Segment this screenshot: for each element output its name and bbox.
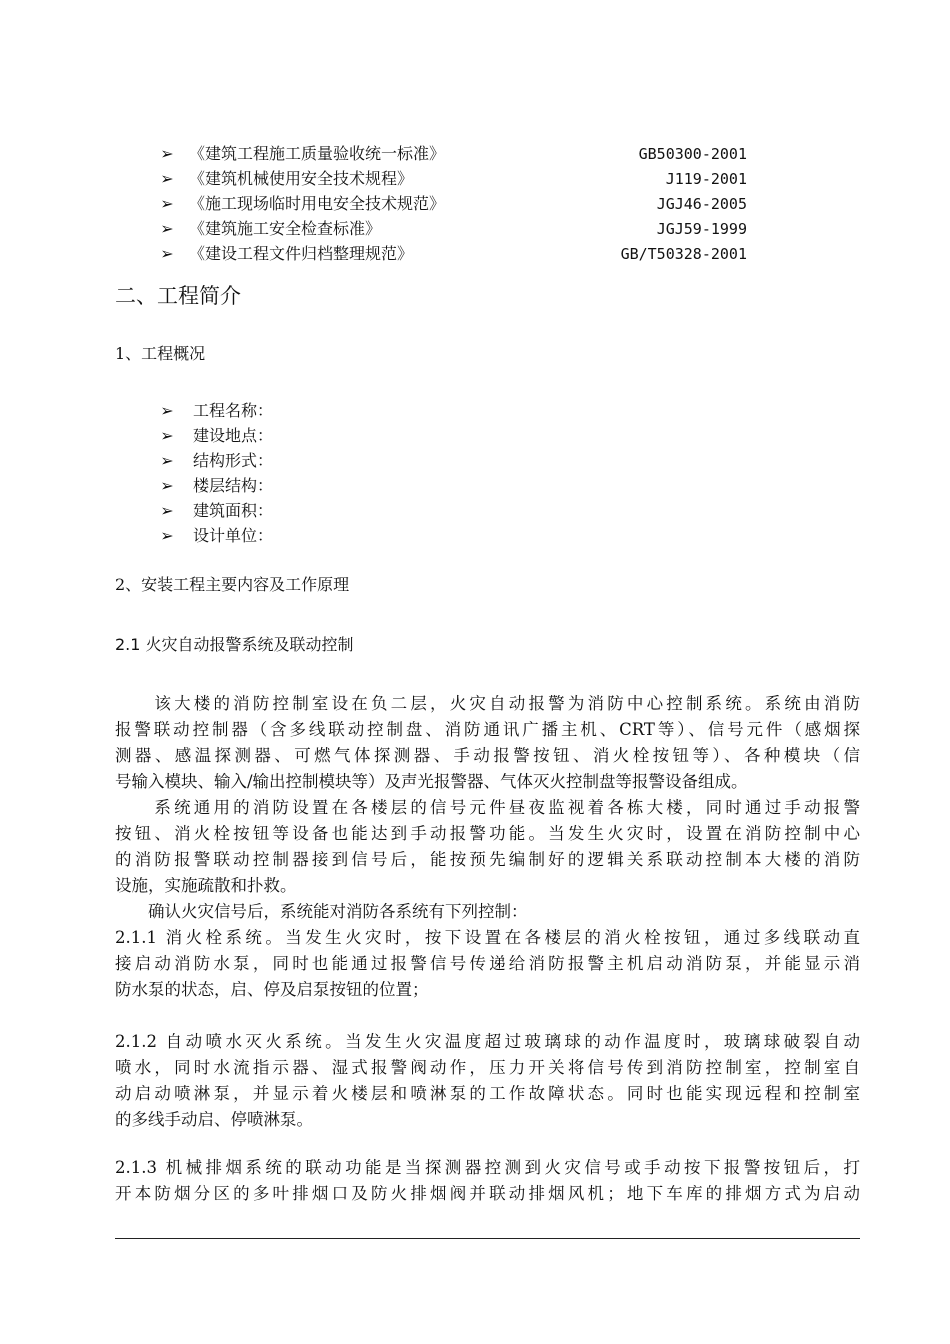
footer-divider bbox=[115, 1238, 860, 1239]
info-label: 工程名称： bbox=[193, 401, 274, 420]
arrow-bullet-icon: ➢ bbox=[160, 526, 174, 545]
standard-code: J119-2001 bbox=[665, 170, 747, 188]
text-line: 动启动喷淋泵，并显示着火楼层和喷淋泵的工作故障状态。同时也能实现远程和控制室 bbox=[115, 1084, 860, 1103]
text-line: 2.1.3 机械排烟系统的联动功能是当探测器控测到火灾信号或手动按下报警按钮后，打 bbox=[115, 1158, 860, 1177]
standard-code: GB/T50328-2001 bbox=[620, 245, 747, 263]
text-line: 防水泵的状态，启、停及启泵按钮的位置； bbox=[115, 980, 429, 999]
standard-code: JGJ46-2005 bbox=[656, 195, 747, 213]
arrow-bullet-icon: ➢ bbox=[160, 401, 174, 420]
standard-name: 《建筑施工安全检查标准》 bbox=[189, 219, 382, 238]
info-label: 建筑面积： bbox=[193, 501, 274, 520]
arrow-bullet-icon: ➢ bbox=[160, 194, 174, 213]
arrow-bullet-icon: ➢ bbox=[160, 501, 174, 520]
text-line: 设施，实施疏散和扑救。 bbox=[115, 876, 297, 895]
arrow-bullet-icon: ➢ bbox=[160, 244, 174, 263]
subsubsection-heading: 2.1 火灾自动报警系统及联动控制 bbox=[115, 635, 354, 654]
standard-name: 《建设工程文件归档整理规范》 bbox=[189, 244, 414, 263]
standard-item bbox=[159, 193, 747, 215]
subsection-heading: 2、安装工程主要内容及工作原理 bbox=[115, 575, 350, 594]
standard-name: 《建筑工程施工质量验收统一标准》 bbox=[189, 144, 446, 163]
standard-code: JGJ59-1999 bbox=[656, 220, 747, 238]
standard-name: 《施工现场临时用电安全技术规范》 bbox=[189, 194, 446, 213]
info-label: 楼层结构： bbox=[193, 476, 274, 495]
section-heading: 二、工程简介 bbox=[115, 284, 241, 308]
arrow-bullet-icon: ➢ bbox=[160, 476, 174, 495]
info-label: 设计单位： bbox=[193, 526, 274, 545]
standard-item bbox=[159, 143, 747, 165]
info-label: 建设地点： bbox=[193, 426, 274, 445]
text-line: 开本防烟分区的多叶排烟口及防火排烟阀并联动排烟风机；地下车库的排烟方式为启动 bbox=[115, 1184, 860, 1203]
arrow-bullet-icon: ➢ bbox=[160, 219, 174, 238]
text-line: 2.1.2 自动喷水灭火系统。当发生火灾温度超过玻璃球的动作温度时，玻璃球破裂自动 bbox=[115, 1032, 860, 1051]
text-line: 喷水，同时水流指示器、湿式报警阀动作，压力开关将信号传到消防控制室，控制室自 bbox=[115, 1058, 860, 1077]
text-line: 该大楼的消防控制室设在负二层，火灾自动报警为消防中心控制系统。系统由消防 bbox=[115, 694, 860, 713]
subsection-heading: 1、工程概况 bbox=[115, 344, 206, 363]
text-line: 号输入模块、输入/输出控制模块等）及声光报警器、气体灭火控制盘等报警设备组成。 bbox=[115, 772, 748, 791]
standard-item bbox=[159, 243, 747, 265]
text-line: 测器、感温探测器、可燃气体探测器、手动报警按钮、消火栓按钮等）、各种模块（信 bbox=[115, 746, 860, 765]
text-line: 接启动消防水泵，同时也能通过报警信号传递给消防报警主机启动消防泵，并能显示消 bbox=[115, 954, 860, 973]
text-line: 报警联动控制器（含多线联动控制盘、消防通讯广播主机、CRT等）、信号元件（感烟探 bbox=[115, 720, 860, 739]
text-line: 2.1.1 消火栓系统。当发生火灾时，按下设置在各楼层的消火栓按钮，通过多线联动直 bbox=[115, 928, 860, 947]
arrow-bullet-icon: ➢ bbox=[160, 426, 174, 445]
arrow-bullet-icon: ➢ bbox=[160, 169, 174, 188]
text-line: 的多线手动启、停喷淋泵。 bbox=[115, 1110, 313, 1129]
text-line: 的消防报警联动控制器接到信号后，能按预先编制好的逻辑关系联动控制本大楼的消防 bbox=[115, 850, 860, 869]
text-line: 系统通用的消防设置在各楼层的信号元件昼夜监视着各栋大楼，同时通过手动报警 bbox=[115, 798, 860, 817]
standard-name: 《建筑机械使用安全技术规程》 bbox=[189, 169, 414, 188]
info-label: 结构形式： bbox=[193, 451, 274, 470]
arrow-bullet-icon: ➢ bbox=[160, 144, 174, 163]
text-line: 按钮、消火栓按钮等设备也能达到手动报警功能。当发生火灾时，设置在消防控制中心 bbox=[115, 824, 860, 843]
text-line: 确认火灾信号后，系统能对消防各系统有下列控制： bbox=[115, 902, 528, 921]
arrow-bullet-icon: ➢ bbox=[160, 451, 174, 470]
standard-item bbox=[159, 218, 747, 240]
standard-code: GB50300-2001 bbox=[638, 145, 747, 163]
standard-item bbox=[159, 168, 747, 190]
